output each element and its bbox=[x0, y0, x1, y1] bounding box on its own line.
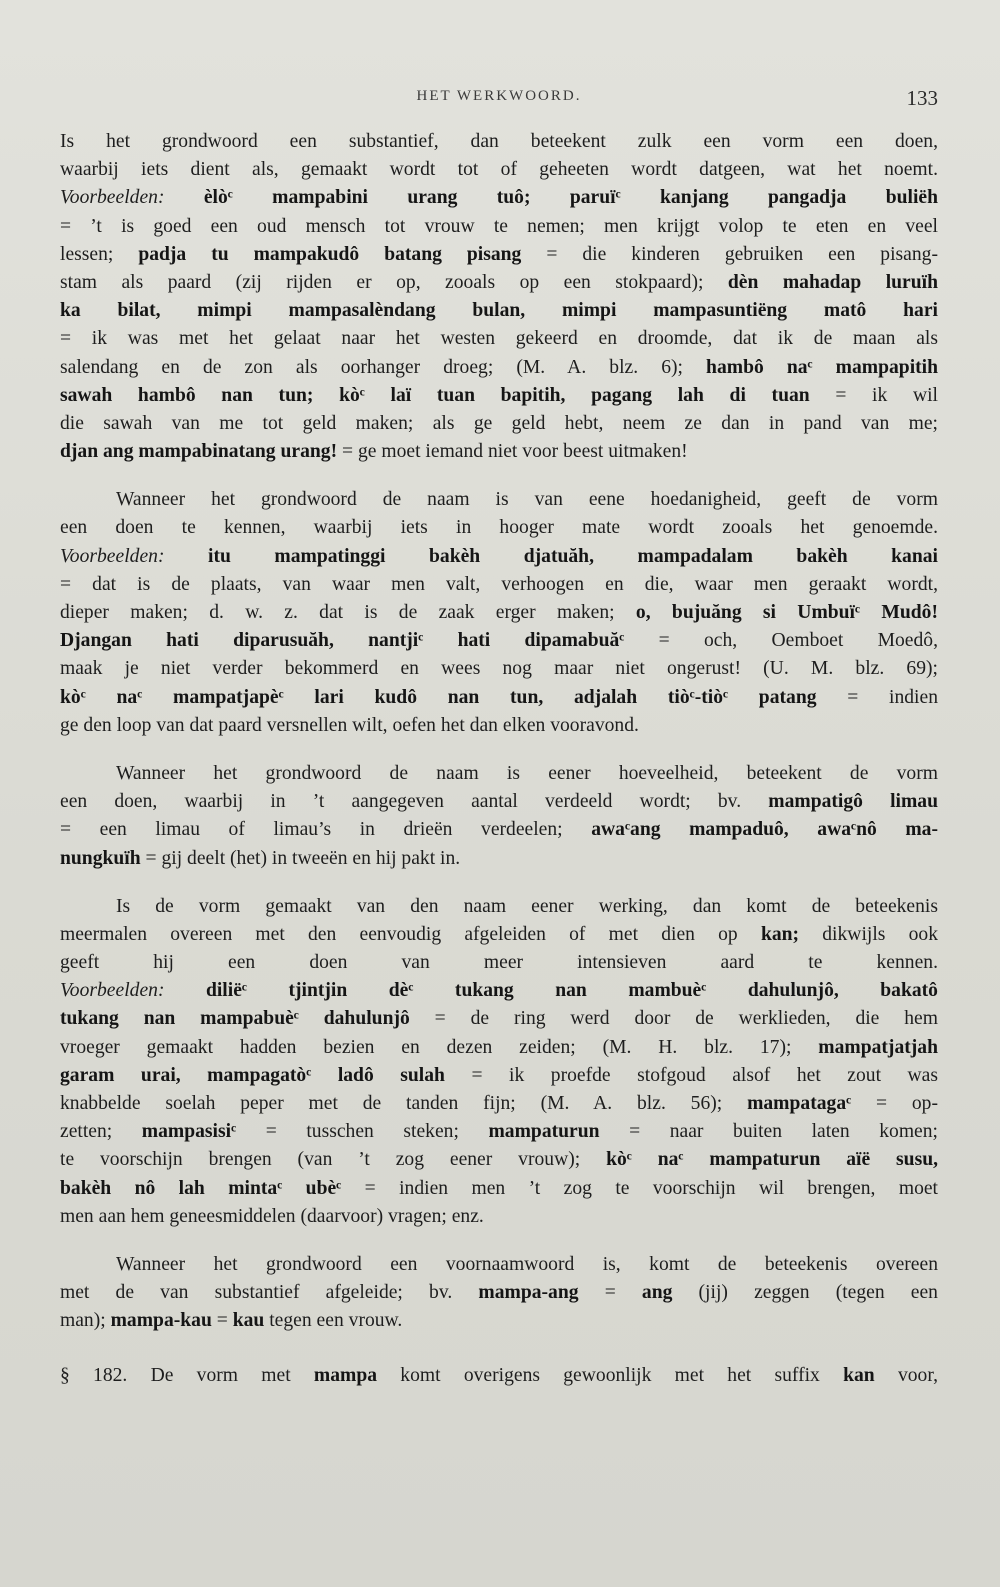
text-run: die sawah van me tot geld maken; als ge geld hebt, neem ze dan in pand van me; bbox=[60, 412, 938, 434]
text-run: stam als paard (zij rijden er op, zooals op een stokpaard); bbox=[60, 271, 728, 293]
text-run: komt overigens gewoonlijk met het suffix bbox=[377, 1364, 844, 1386]
text-run bbox=[164, 980, 206, 1001]
text-run: = ge moet iemand niet voor beest uitmaken! bbox=[337, 441, 688, 463]
text-run: = een limau of limau’s in drieën verdeelen; bbox=[60, 819, 592, 841]
text-line bbox=[60, 354, 938, 382]
text-line bbox=[60, 949, 938, 977]
text-run: Is het grondwoord een substantief, dan beteekent zulk een vorm een doen, bbox=[60, 131, 938, 152]
text-run: = die kinderen gebruiken een pisang- bbox=[521, 243, 938, 265]
text-line bbox=[60, 627, 938, 655]
malay-phrase: mampa-ang bbox=[478, 1282, 579, 1304]
malay-phrase: ang bbox=[641, 1282, 673, 1304]
text-line bbox=[60, 1118, 938, 1146]
text-run: = indien bbox=[816, 686, 938, 708]
text-run: waarbij iets dient als, gemaakt wordt tot of geheeten wordt datgeen, wat het noemt. bbox=[60, 159, 938, 181]
paragraph-gap bbox=[60, 1336, 938, 1362]
text-run: zetten; bbox=[60, 1121, 142, 1143]
paragraph-gap bbox=[60, 873, 938, 893]
paragraph bbox=[60, 760, 938, 873]
text-run: meermalen overeen met den eenvoudig afgeleiden of met dien op bbox=[60, 923, 761, 945]
page-header bbox=[60, 88, 938, 118]
text-run: = bbox=[578, 1282, 642, 1304]
malay-phrase: kan bbox=[843, 1364, 875, 1386]
paragraph bbox=[60, 128, 938, 466]
malay-phrase: mampaturun bbox=[488, 1121, 600, 1143]
text-run: = tusschen steken; bbox=[236, 1121, 489, 1143]
text-run: geeft hij een doen van meer intensieven aard te kennen. bbox=[60, 952, 938, 974]
text-line bbox=[60, 712, 938, 740]
text-line bbox=[60, 1362, 938, 1390]
text-line bbox=[60, 128, 938, 156]
text-run: Wanneer het grondwoord de naam is eener hoeveelheid, beteekent de vorm bbox=[116, 762, 938, 784]
malay-phrase: hambô naᶜ mampapitih bbox=[706, 356, 938, 378]
text-line bbox=[60, 599, 938, 627]
text-line bbox=[60, 788, 938, 816]
malay-phrase: kòᶜ naᶜ mampatjapèᶜ lari kudô nan tun, adjalah tiòᶜ-tiòᶜ patang bbox=[60, 686, 817, 708]
text-run: met de van substantief afgeleide; bv. bbox=[60, 1282, 479, 1304]
text-line bbox=[60, 410, 938, 438]
text-line bbox=[60, 269, 938, 297]
text-line bbox=[60, 486, 938, 514]
text-run: (jij) zeggen (tegen een bbox=[672, 1282, 938, 1304]
text-run: vroeger gemaakt hadden bezien en dezen zeiden; (M. H. blz. 17); bbox=[60, 1036, 819, 1058]
text-line bbox=[60, 816, 938, 844]
malay-phrase: itu mampatinggi bakèh djatuăh, mampadalam bakèh kanai bbox=[208, 545, 938, 567]
text-line bbox=[60, 684, 938, 712]
text-run: = ik wil bbox=[809, 384, 938, 406]
text-run: knabbelde soelah peper met de tanden fijn; (M. A. blz. 56); bbox=[60, 1093, 748, 1114]
malay-phrase: sawah hambô nan tun; kòᶜ laï tuan bapitih, pagang lah di tuan bbox=[60, 384, 810, 406]
text-line bbox=[60, 845, 938, 873]
page-body bbox=[60, 128, 938, 1390]
italic-label: Voorbeelden: bbox=[60, 980, 165, 1002]
paragraph-gap bbox=[60, 740, 938, 760]
malay-phrase: mampatjatjah bbox=[818, 1036, 938, 1058]
text-run: salendang en de zon als oorhanger droeg; (M. A. blz. 6); bbox=[60, 356, 707, 378]
text-line bbox=[60, 655, 938, 683]
text-run: man); bbox=[60, 1310, 111, 1332]
text-run: voor, bbox=[874, 1364, 938, 1386]
malay-phrase: nungkuïh bbox=[60, 847, 141, 869]
text-line bbox=[60, 921, 938, 949]
malay-phrase: mampasisiᶜ bbox=[141, 1121, 237, 1143]
page-number: 133 bbox=[906, 86, 938, 110]
text-line bbox=[60, 1307, 938, 1335]
paragraph bbox=[60, 486, 938, 740]
text-line bbox=[60, 184, 938, 212]
malay-phrase: ka bilat, mimpi mampasalèndang bulan, mimpi mampasuntiëng matô hari bbox=[60, 300, 938, 322]
text-run: = och, Oemboet Moedô, bbox=[624, 630, 938, 652]
text-line bbox=[60, 241, 938, 269]
malay-phrase: djan ang mampabinatang urang! bbox=[60, 441, 338, 463]
text-run: Is de vorm gemaakt van den naam eener werking, dan komt de beteekenis bbox=[116, 895, 938, 917]
text-run: te voorschijn brengen (van ’t zog eener vrouw); bbox=[60, 1149, 607, 1171]
text-line bbox=[60, 977, 938, 1005]
text-run bbox=[164, 546, 208, 567]
text-line bbox=[60, 571, 938, 599]
text-run: een doen te kennen, waarbij iets in hooger mate wordt zooals het genoemde. bbox=[60, 517, 938, 539]
text-line bbox=[60, 382, 938, 410]
malay-phrase: bakèh nô lah mintaᶜ ubèᶜ bbox=[60, 1177, 342, 1199]
text-run bbox=[164, 187, 203, 208]
malay-phrase: tukang nan mampabuèᶜ dahulunjô bbox=[60, 1008, 410, 1030]
text-run: Wanneer het grondwoord de naam is van eene hoedanigheid, geeft de vorm bbox=[116, 489, 938, 511]
malay-phrase: diliëᶜ tjintjin dèᶜ tukang nan mambuèᶜ dahulunjô, bakatô bbox=[205, 980, 938, 1002]
text-line bbox=[60, 1062, 938, 1090]
text-run: = naar buiten laten komen; bbox=[599, 1121, 938, 1143]
text-line bbox=[60, 514, 938, 542]
text-run: Wanneer het grondwoord een voornaamwoord is, komt de beteekenis overeen bbox=[116, 1253, 938, 1275]
text-run: = ik proefde stofgoud alsof het zout was bbox=[444, 1064, 938, 1086]
text-line bbox=[60, 1034, 938, 1062]
text-run: dikwijls ook bbox=[799, 923, 938, 945]
text-line bbox=[60, 543, 938, 571]
text-run: lessen; bbox=[60, 243, 139, 265]
text-line bbox=[60, 1251, 938, 1279]
text-line bbox=[60, 1005, 938, 1033]
malay-phrase: kòᶜ naᶜ mampaturun aïë susu, bbox=[606, 1149, 938, 1171]
text-line bbox=[60, 325, 938, 353]
text-run: = dat is de plaats, van waar men valt, verhoogen en die, waar men geraakt wordt, bbox=[60, 573, 938, 595]
italic-label: Voorbeelden: bbox=[60, 187, 165, 209]
text-line bbox=[60, 1090, 938, 1118]
text-run: = gij deelt (het) in tweeën en hij pakt in. bbox=[140, 847, 461, 869]
text-line bbox=[60, 1203, 938, 1231]
malay-phrase: dèn mahadap luruïh bbox=[727, 271, 938, 293]
text-line bbox=[60, 893, 938, 921]
text-line bbox=[60, 213, 938, 241]
text-run: = ik was met het gelaat naar het westen gekeerd en droomde, dat ik de maan als bbox=[60, 328, 938, 350]
italic-label: Voorbeelden: bbox=[60, 545, 165, 567]
malay-phrase: garam urai, mampagatòᶜ ladô sulah bbox=[60, 1064, 445, 1086]
malay-phrase: mampatagaᶜ bbox=[747, 1093, 852, 1114]
text-line bbox=[60, 438, 938, 466]
running-head: HET WERKWOORD. bbox=[416, 88, 582, 104]
text-run: = indien men ’t zog te voorschijn wil brengen, moet bbox=[341, 1177, 938, 1199]
malay-phrase: o, bujuăng si Umbuïᶜ Mudô! bbox=[635, 602, 938, 623]
text-run: = bbox=[211, 1310, 233, 1332]
malay-phrase: èlòᶜ mampabini urang tuô; paruïᶜ kanjang pangadja buliëh bbox=[203, 187, 938, 209]
paragraph bbox=[60, 1251, 938, 1336]
text-line bbox=[60, 1279, 938, 1307]
text-run: = ’t is goed een oud mensch tot vrouw te nemen; men krijgt volop te eten en veel bbox=[60, 215, 938, 237]
text-line bbox=[60, 156, 938, 184]
text-run: een doen, waarbij in ’t aangegeven aantal verdeeld wordt; bv. bbox=[60, 791, 769, 813]
text-run: maak je niet verder bekommerd en wees nog maar niet ongerust! (U. M. blz. 69); bbox=[60, 658, 938, 680]
text-line bbox=[60, 1146, 938, 1174]
text-run: tegen een vrouw. bbox=[264, 1310, 403, 1332]
malay-phrase: kan; bbox=[760, 923, 800, 945]
paragraph-gap bbox=[60, 466, 938, 486]
section-paragraph bbox=[60, 1362, 938, 1390]
malay-phrase: awaᶜang mampaduô, awaᶜnô ma- bbox=[591, 819, 938, 841]
malay-phrase: mampatigô limau bbox=[768, 791, 938, 813]
text-run: men aan hem geneesmiddelen (daarvoor) vragen; enz. bbox=[60, 1205, 484, 1227]
malay-phrase: kau bbox=[232, 1310, 265, 1332]
text-run: § 182. De vorm met bbox=[60, 1364, 314, 1386]
paragraph bbox=[60, 893, 938, 1231]
malay-phrase: mampa-kau bbox=[110, 1310, 212, 1332]
text-run: ge den loop van dat paard versnellen wilt, oefen het dan elken vooravond. bbox=[60, 714, 639, 736]
text-line bbox=[60, 297, 938, 325]
text-line bbox=[60, 1175, 938, 1203]
text-run: = op- bbox=[851, 1093, 938, 1114]
paragraph-gap bbox=[60, 1231, 938, 1251]
malay-phrase: mampa bbox=[313, 1364, 378, 1386]
text-line bbox=[60, 760, 938, 788]
text-run: dieper maken; d. w. z. dat is de zaak erger maken; bbox=[60, 602, 636, 623]
text-run: = de ring werd door de werklieden, die hem bbox=[409, 1008, 938, 1030]
malay-phrase: padja tu mampakudô batang pisang bbox=[138, 243, 522, 265]
malay-phrase: Djangan hati diparusuăh, nantjiᶜ hati dipamabuăᶜ bbox=[60, 630, 625, 652]
